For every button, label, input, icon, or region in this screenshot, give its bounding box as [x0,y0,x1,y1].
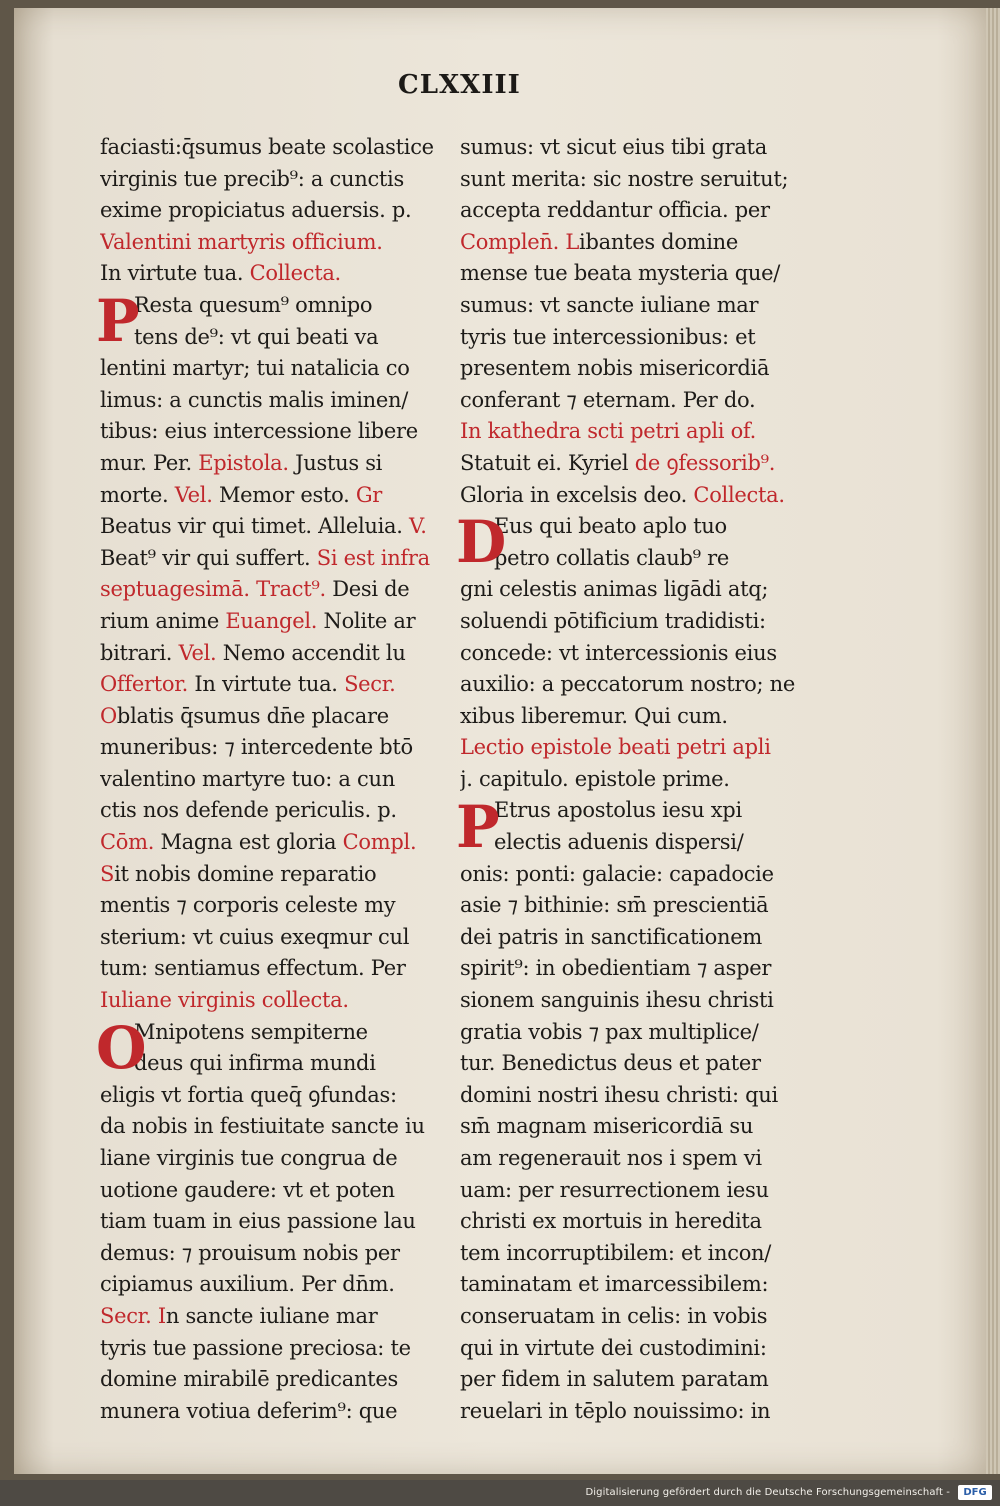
body-text: sm̄ magnam misericordiā su [460,1114,754,1139]
body-text: Beat⁹ vir qui suffert. [100,545,317,570]
body-text: dei patris in sanctificationem [460,924,762,949]
body-text: sumus: vt sancte iuliane mar [460,292,759,317]
text-line [460,953,800,985]
text-line [460,1048,800,1080]
body-text: Beatus vir qui timet. Alleluia. [100,514,409,539]
body-text: tens de⁹: vt qui beati va [134,324,379,349]
body-text: conferant ⁊ eternam. Per do. [460,387,756,412]
body-text: Justus si [288,450,383,475]
rubric-text: Si est infra [316,545,430,570]
rubric-text: Gr [355,482,383,507]
rubric-text: Lectio epistole beati petri apli [460,735,771,760]
body-text: petro collatis claub⁹ re [494,545,729,570]
text-line [460,638,800,670]
text-line [460,543,800,575]
text-line [460,764,800,796]
body-text: Nolite ar [317,608,416,633]
body-text: domine mirabilē predicantes [100,1367,398,1392]
text-line [100,1080,440,1112]
body-text: auxilio: a peccatorum nostro; ne [460,672,795,697]
text-line [460,1017,800,1049]
text-line [460,669,800,701]
body-text: mur. Per. [100,450,199,475]
text-line [100,416,440,448]
text-line [460,227,800,259]
body-text: sumus: vt sicut eius tibi grata [460,135,767,159]
folio-number: CLXXIII [398,70,521,100]
rubric-text: Valentini martyris officium. [100,229,383,254]
text-line [100,385,440,417]
body-text: taminatam et imarcessibilem: [460,1272,769,1297]
body-text: gni celestis animas ligādi atq; [460,577,769,602]
dfg-logo: DFG [958,1485,992,1500]
text-line [100,258,440,290]
body-text: it nobis domine reparatio [114,861,377,886]
body-text: Nemo accendit lu [216,640,406,665]
text-line [100,922,440,954]
text-line [100,1333,440,1365]
rubric-text: Vel. [178,640,217,665]
text-line [100,827,440,859]
body-text: christi ex mortuis in heredita [460,1209,762,1234]
body-text: spirit⁹: in obedientiam ⁊ asper [460,956,772,981]
text-line [460,1080,800,1112]
body-text: gratia vobis ⁊ pax multiplice/ [460,1019,759,1044]
text-line [100,1301,440,1333]
body-text: xibus liberemur. Qui cum. [460,703,728,728]
body-text: onis: ponti: galacie: capadocie [460,861,774,886]
body-text: n sancte iuliane mar [165,1303,378,1328]
body-text: liane virginis tue congrua de [100,1146,398,1170]
text-line [460,385,800,417]
page-edge [986,8,1000,1474]
text-line [100,1017,440,1049]
rubric-text: In kathedra scti petri apli of. [460,419,757,444]
text-line [100,669,440,701]
drop-initial: P [456,792,500,861]
text-line [460,1175,800,1207]
rubric-text: L [559,229,580,254]
drop-initial: D [456,508,507,577]
text-line [460,353,800,385]
rubric-text: Complen̄. [460,229,560,254]
text-line [100,1269,440,1301]
text-line [100,1143,440,1175]
body-text: Mnipotens sempiterne [134,1019,368,1044]
body-text: Desi de [325,577,410,602]
rubric-text: O [100,703,117,728]
text-line [100,195,440,227]
text-line [100,1048,440,1080]
text-line [460,1206,800,1238]
body-text: electis aduenis dispersi/ [494,830,744,855]
text-line [100,511,440,543]
rubric-text: Euangel. [225,608,318,633]
body-text: blatis q̄sumus dn̄e placare [116,703,389,728]
text-line [100,290,440,322]
body-text: tem incorruptibilem: et incon/ [460,1240,772,1265]
text-line [460,922,800,954]
text-line [100,1206,440,1238]
text-line [460,606,800,638]
text-line [460,1396,800,1428]
text-line [460,827,800,859]
body-text: Eus qui beato aplo tuo [494,514,727,539]
text-line [460,480,800,512]
text-line [100,322,440,354]
text-line [460,132,800,164]
body-text: qui in virtute dei custodimini: [460,1335,767,1360]
text-line [100,164,440,196]
body-text: accepta reddantur officia. per [460,198,770,223]
rubric-text: de ꝯfessorib⁹. [634,450,776,475]
body-text: am regenerauit nos i spem vi [460,1146,762,1170]
text-line [100,132,440,164]
text-line [100,795,440,827]
body-text: da nobis in festiuitate sancte iu [100,1114,425,1139]
body-text: sionem sanguinis ihesu christi [460,988,774,1013]
body-text: uotione gaudere: vt et poten [100,1177,395,1202]
text-line [100,732,440,764]
body-text: mense tue beata mysteria que/ [460,261,780,286]
body-text: munera votiua deferim⁹: que [100,1398,398,1423]
body-text: concede: vt intercessionis eius [460,640,777,665]
text-line [100,1175,440,1207]
body-text: rium anime [100,608,226,633]
body-text: tum: sentiamus effectum. Per [100,956,406,981]
text-line [100,890,440,922]
rubric-text: Epistola. [198,450,289,475]
body-text: sterium: vt cuius exeqmur cul [100,924,410,949]
body-text: tibus: eius intercessione libere [100,419,418,444]
text-line [460,195,800,227]
body-text: soluendi pōtificium tradidisti: [460,608,766,633]
body-text: tyris tue passione preciosa: te [100,1335,411,1360]
rubric-text: Iuliane virginis collecta. [100,988,349,1013]
body-text: Memor esto. [212,482,356,507]
body-text: tyris tue intercessionibus: et [460,324,756,349]
rubric-text: Secr. [344,672,396,697]
right-text-column [456,132,800,1427]
body-text: tiam tuam in eius passione lau [100,1209,416,1234]
body-text: ibantes domine [579,229,739,254]
text-line [460,732,800,764]
text-line [100,985,440,1017]
text-line [100,953,440,985]
body-text: j. capitulo. epistole prime. [460,766,730,791]
body-text: sunt merita: sic nostre seruitut; [460,166,789,191]
text-line [460,701,800,733]
body-text: muneribus: ⁊ intercedente btō [100,735,413,760]
text-line [460,1111,800,1143]
text-line [460,859,800,891]
text-line [100,1111,440,1143]
footer-credit: Digitalisierung gefördert durch die Deutsche Forschungsgemeinschaft - [585,1487,950,1498]
rubric-text: Collecta. [693,482,785,507]
drop-initial: P [96,287,140,355]
text-line [100,480,440,512]
left-text-column [96,132,440,1427]
rubric-text: septuagesimā. Tract⁹. [100,577,326,602]
rubric-text: S [100,861,115,886]
text-line [100,1238,440,1270]
body-text: mentis ⁊ corporis celeste my [100,893,396,918]
body-text: tur. Benedictus deus et pater [460,1051,761,1076]
text-line [460,448,800,480]
rubric-text: Collecta. [243,261,341,286]
text-line [460,1143,800,1175]
body-text: lentini martyr; tui natalicia co [100,356,410,381]
text-line [100,574,440,606]
rubric-text: I [151,1303,166,1328]
text-line [460,1364,800,1396]
body-text: ctis nos defende periculis. p. [100,798,397,823]
body-text: limus: a cunctis malis iminen/ [100,387,408,412]
body-text: In virtute tua. [100,261,244,286]
body-text: In virtute tua. [188,672,345,697]
text-line [460,1269,800,1301]
body-text: faciasti:q̄sumus beate scolastice [100,135,434,159]
text-line [460,511,800,543]
drop-initial: O [96,1013,147,1082]
text-line [460,890,800,922]
text-line [100,227,440,259]
rubric-text: V. [409,514,427,539]
text-line [460,258,800,290]
body-text: conseruatam in celis: in vobis [460,1303,768,1328]
body-text: Magna est gloria [154,830,343,855]
body-text: virginis tue precib⁹: a cunctis [100,166,404,191]
rubric-text: Secr. [100,1303,152,1328]
body-text: Statuit ei. Kyriel [460,450,635,475]
text-line [460,985,800,1017]
text-line [100,764,440,796]
body-text: morte. [100,482,175,507]
text-line [460,322,800,354]
text-line [100,1396,440,1428]
body-text: asie ⁊ bithinie: sm̄ prescientiā [460,893,769,918]
rubric-text: Compl. [342,830,417,855]
rubric-text: Offertor. [100,672,189,697]
text-line [100,448,440,480]
text-line [100,859,440,891]
text-line [460,1301,800,1333]
body-text: exime propiciatus aduersis. p. [100,198,412,223]
body-text: reuelari in tēplo nouissimo: in [460,1398,771,1423]
body-text: Gloria in excelsis deo. [460,482,694,507]
text-line [460,574,800,606]
text-line [100,1364,440,1396]
text-line [460,290,800,322]
text-line [460,1238,800,1270]
body-text: valentino martyre tuo: a cun [100,766,395,791]
body-text: Resta quesum⁹ omnipo [134,292,373,317]
body-text: bitrari. [100,640,179,665]
text-line [460,795,800,827]
body-text: deus qui infirma mundi [134,1051,376,1076]
body-text: domini nostri ihesu christi: qui [460,1082,778,1107]
body-text: cipiamus auxilium. Per dn̄m. [100,1272,395,1297]
text-line [100,638,440,670]
body-text: presentem nobis misericordiā [460,356,770,381]
text-line [460,416,800,448]
rubric-text: Cōm. [100,830,155,855]
body-text: uam: per resurrectionem iesu [460,1177,769,1202]
text-line [100,606,440,638]
text-line [460,164,800,196]
body-text: per fidem in salutem paratam [460,1367,769,1392]
text-line [100,353,440,385]
body-text: eligis vt fortia queq̄ ꝯfundas: [100,1082,397,1107]
body-text: Etrus apostolus iesu xpi [494,798,742,823]
text-line [460,1333,800,1365]
text-line [100,701,440,733]
text-line [100,543,440,575]
body-text: demus: ⁊ prouisum nobis per [100,1240,400,1265]
rubric-text: Vel. [174,482,213,507]
